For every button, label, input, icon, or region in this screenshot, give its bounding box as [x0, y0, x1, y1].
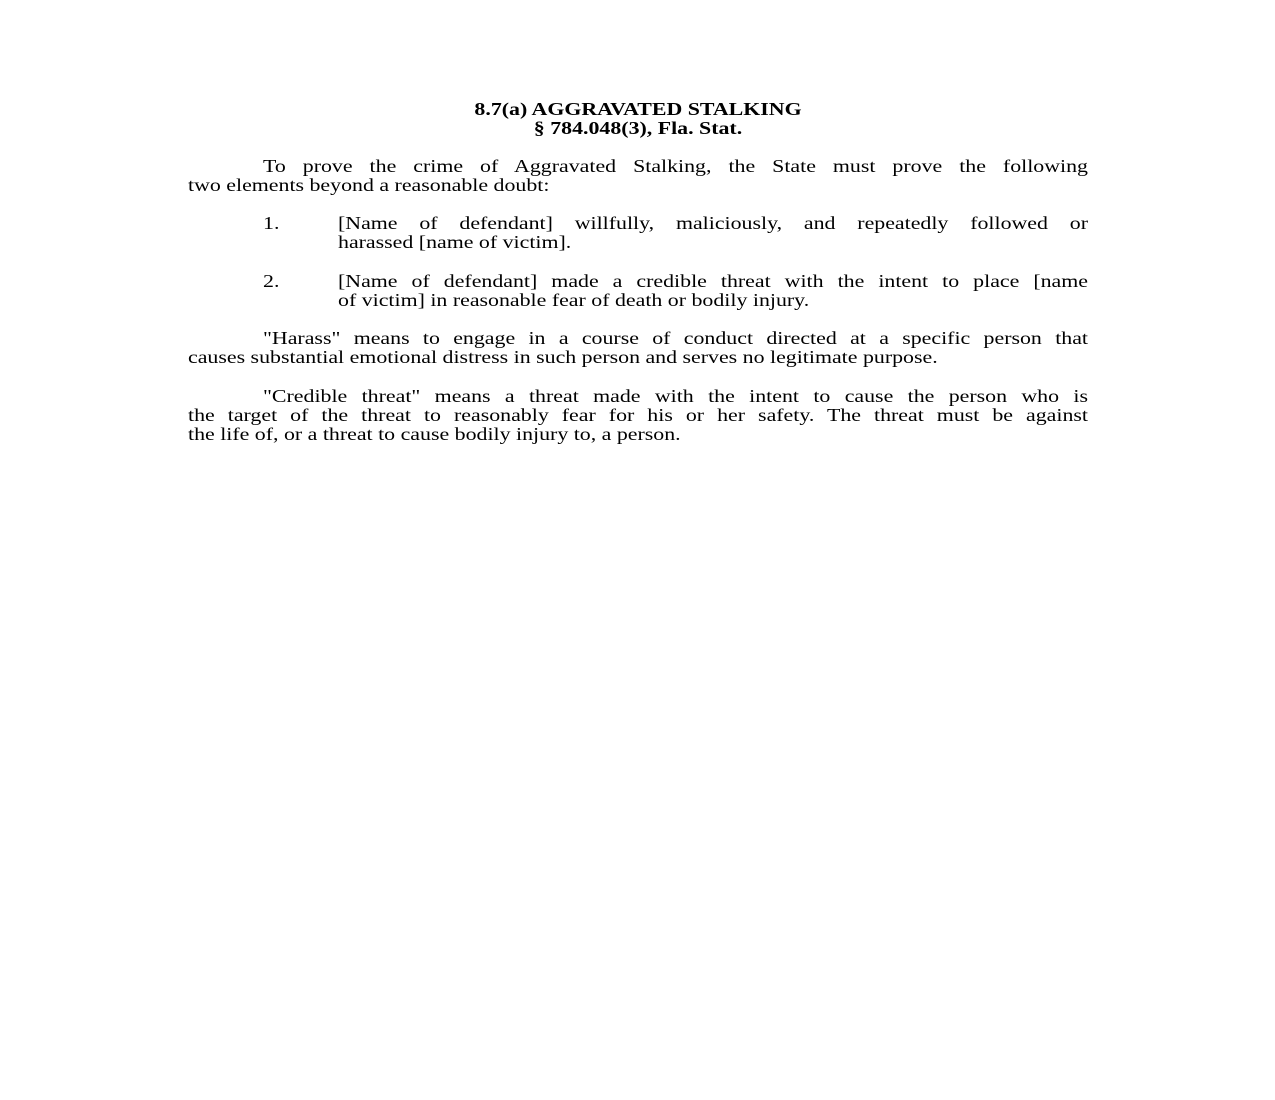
harass-definition	[188, 329, 1088, 367]
credible-threat-definition	[188, 387, 1088, 444]
document-title	[188, 100, 1088, 138]
paragraph-line: the life of, or a threat to cause bodily injury to, a person.	[188, 424, 681, 444]
statute-citation: § 784.048(3), Fla. Stat.	[533, 118, 743, 138]
element-number: 1.	[263, 213, 280, 233]
intro-paragraph	[188, 157, 1088, 195]
paragraph-line: "Harass" means to engage in a course of conduct directed at a specific person that	[263, 328, 1088, 348]
element-line: of victim] in reasonable fear of death or bodily injury.	[338, 290, 810, 310]
paragraph-line: the target of the threat to reasonably fear for his or her safety. The threat must be against	[188, 405, 1088, 425]
element-number: 2.	[263, 271, 280, 291]
element-line: harassed [name of victim].	[338, 232, 572, 252]
element-line: [Name of defendant] willfully, maliciously, and repeatedly followed or	[338, 213, 1088, 233]
element-line: [Name of defendant] made a credible threat with the intent to place [name	[338, 271, 1088, 291]
paragraph-line: causes substantial emotional distress in such person and serves no legitimate purpose.	[188, 347, 938, 367]
title-line: 8.7(a) AGGRAVATED STALKING	[474, 99, 802, 119]
paragraph-line: two elements beyond a reasonable doubt:	[188, 175, 550, 195]
paragraph-line: "Credible threat" means a threat made with the intent to cause the person who is	[263, 386, 1088, 406]
paragraph-line: To prove the crime of Aggravated Stalking, the State must prove the following	[263, 156, 1088, 176]
